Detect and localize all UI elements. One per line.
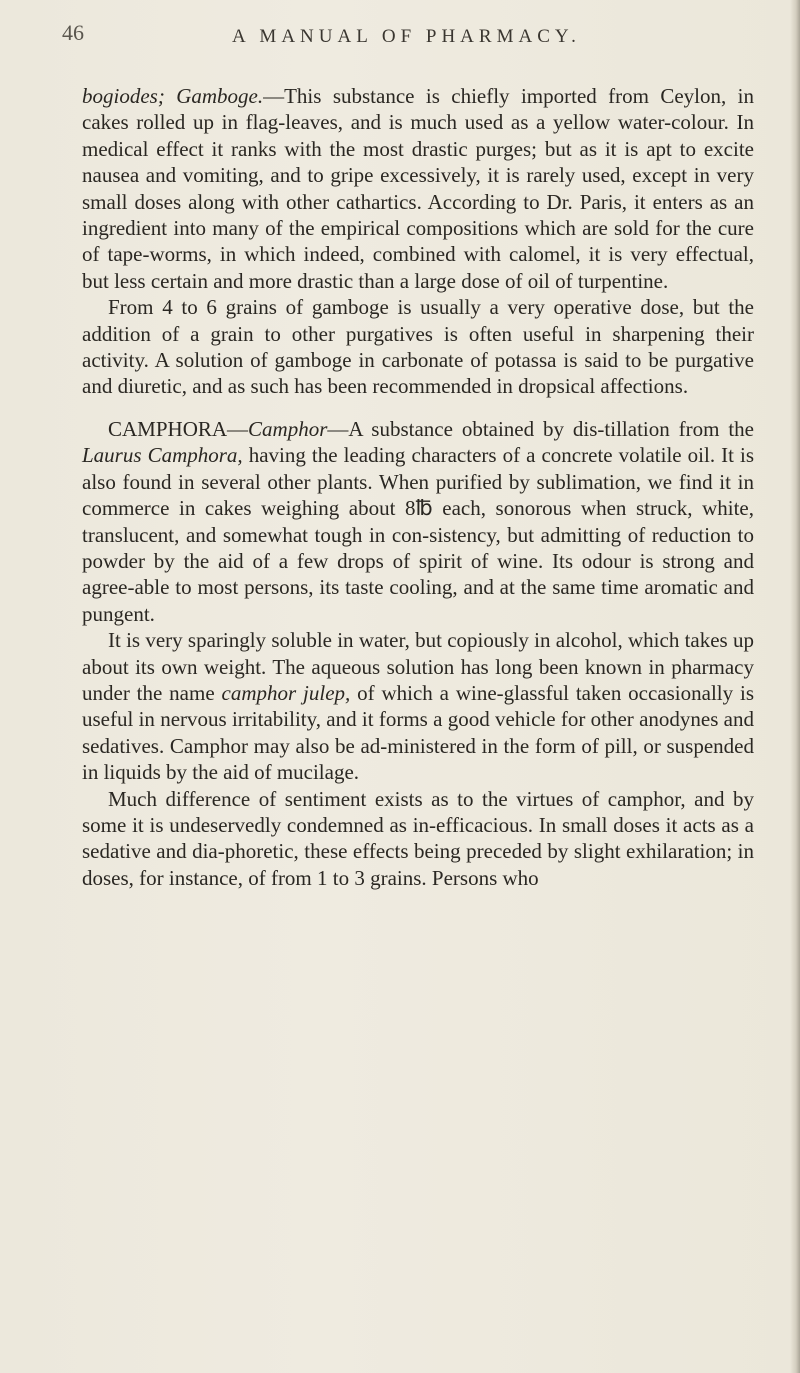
gamboge-dose-text: From 4 to 6 grains of gamboge is usually a very operative dose, but the addition of a grain to other purgatives is often useful in sharpening their activity. A solution of gamboge in carbonate of potassa is said to be purgative and diuretic, and as such has been recommended in dropsical affections. (82, 295, 754, 399)
paragraph-camphora (82, 416, 754, 627)
solubility-text-before: It is very sparingly soluble in water, but copiously in alcohol, which takes up about its own weight. The aqueous solution has long been known in pharmacy under the name (82, 628, 754, 705)
page-edge-shadow (790, 0, 800, 1373)
gamboge-text: —This substance is chiefly imported from Ceylon, in cakes rolled up in flag-leaves, and is much used as a yellow water-colour. In medical effect it ranks with the most drastic purges; but as it is apt to excite nausea and vomiting, and to gripe excessively, it is rarely used, except in very small doses along with other cathartics. According to Dr. Paris, it enters as an ingredient into many of the empirical compositions which are sold for the cure of tape-worms, in which indeed, combined with calomel, it is very effectual, but less certain and more drastic than a large dose of oil of turpentine. (82, 84, 754, 293)
camphora-after-heading: —A substance obtained by dis-tillation from the (327, 416, 754, 441)
camphora-heading: CAMPHORA (108, 416, 228, 441)
body-text (82, 83, 754, 891)
page-header (62, 20, 762, 56)
camphora-species: Laurus Camphora, (82, 443, 243, 468)
camphora-heading-italic: Camphor (248, 416, 328, 441)
solubility-text-after: of which a wine-glassful taken occasionally is useful in nervous irritability, and it forms a good vehicle for other anodynes and sedatives. Camphor may also be ad-ministered in the form of pill, or suspended in liquids by the aid of mucilage. (82, 680, 754, 785)
virtues-text: Much difference of sentiment exists as to the virtues of camphor, and by some it is undeservedly condemned as in-efficacious. In small doses it acts as a sedative and dia-phoretic, these effects being preceded by slight exhilaration; in doses, for instance, of from 1 to 3 grains. Persons who (82, 786, 754, 890)
camphor-julep-term: camphor julep, (221, 680, 351, 705)
paragraph-gamboge (82, 83, 754, 294)
paragraph-camphor-solubility (82, 627, 754, 785)
gamboge-lead: bogiodes; Gamboge. (82, 84, 264, 108)
paragraph-camphor-virtues (82, 786, 754, 892)
paragraph-gamboge-dose (82, 294, 754, 400)
page-number: 46 (62, 20, 84, 45)
camphora-heading-dash: — (227, 416, 249, 441)
running-title: A MANUAL OF PHARMACY. (232, 26, 581, 47)
camphora-text: having the leading characters of a concrete volatile oil. It is also found in several other plants. When purified by sublimation, we find it in commerce in cakes weighing about 8℔ each, sonorous when struck, white, translucent, and somewhat tough in con-sistency, but admitting of reduction to powder by the aid of a few drops of spirit of wine. Its odour is strong and agree-able to most persons, its taste cooling, and at the same time aromatic and pungent. (82, 443, 754, 626)
